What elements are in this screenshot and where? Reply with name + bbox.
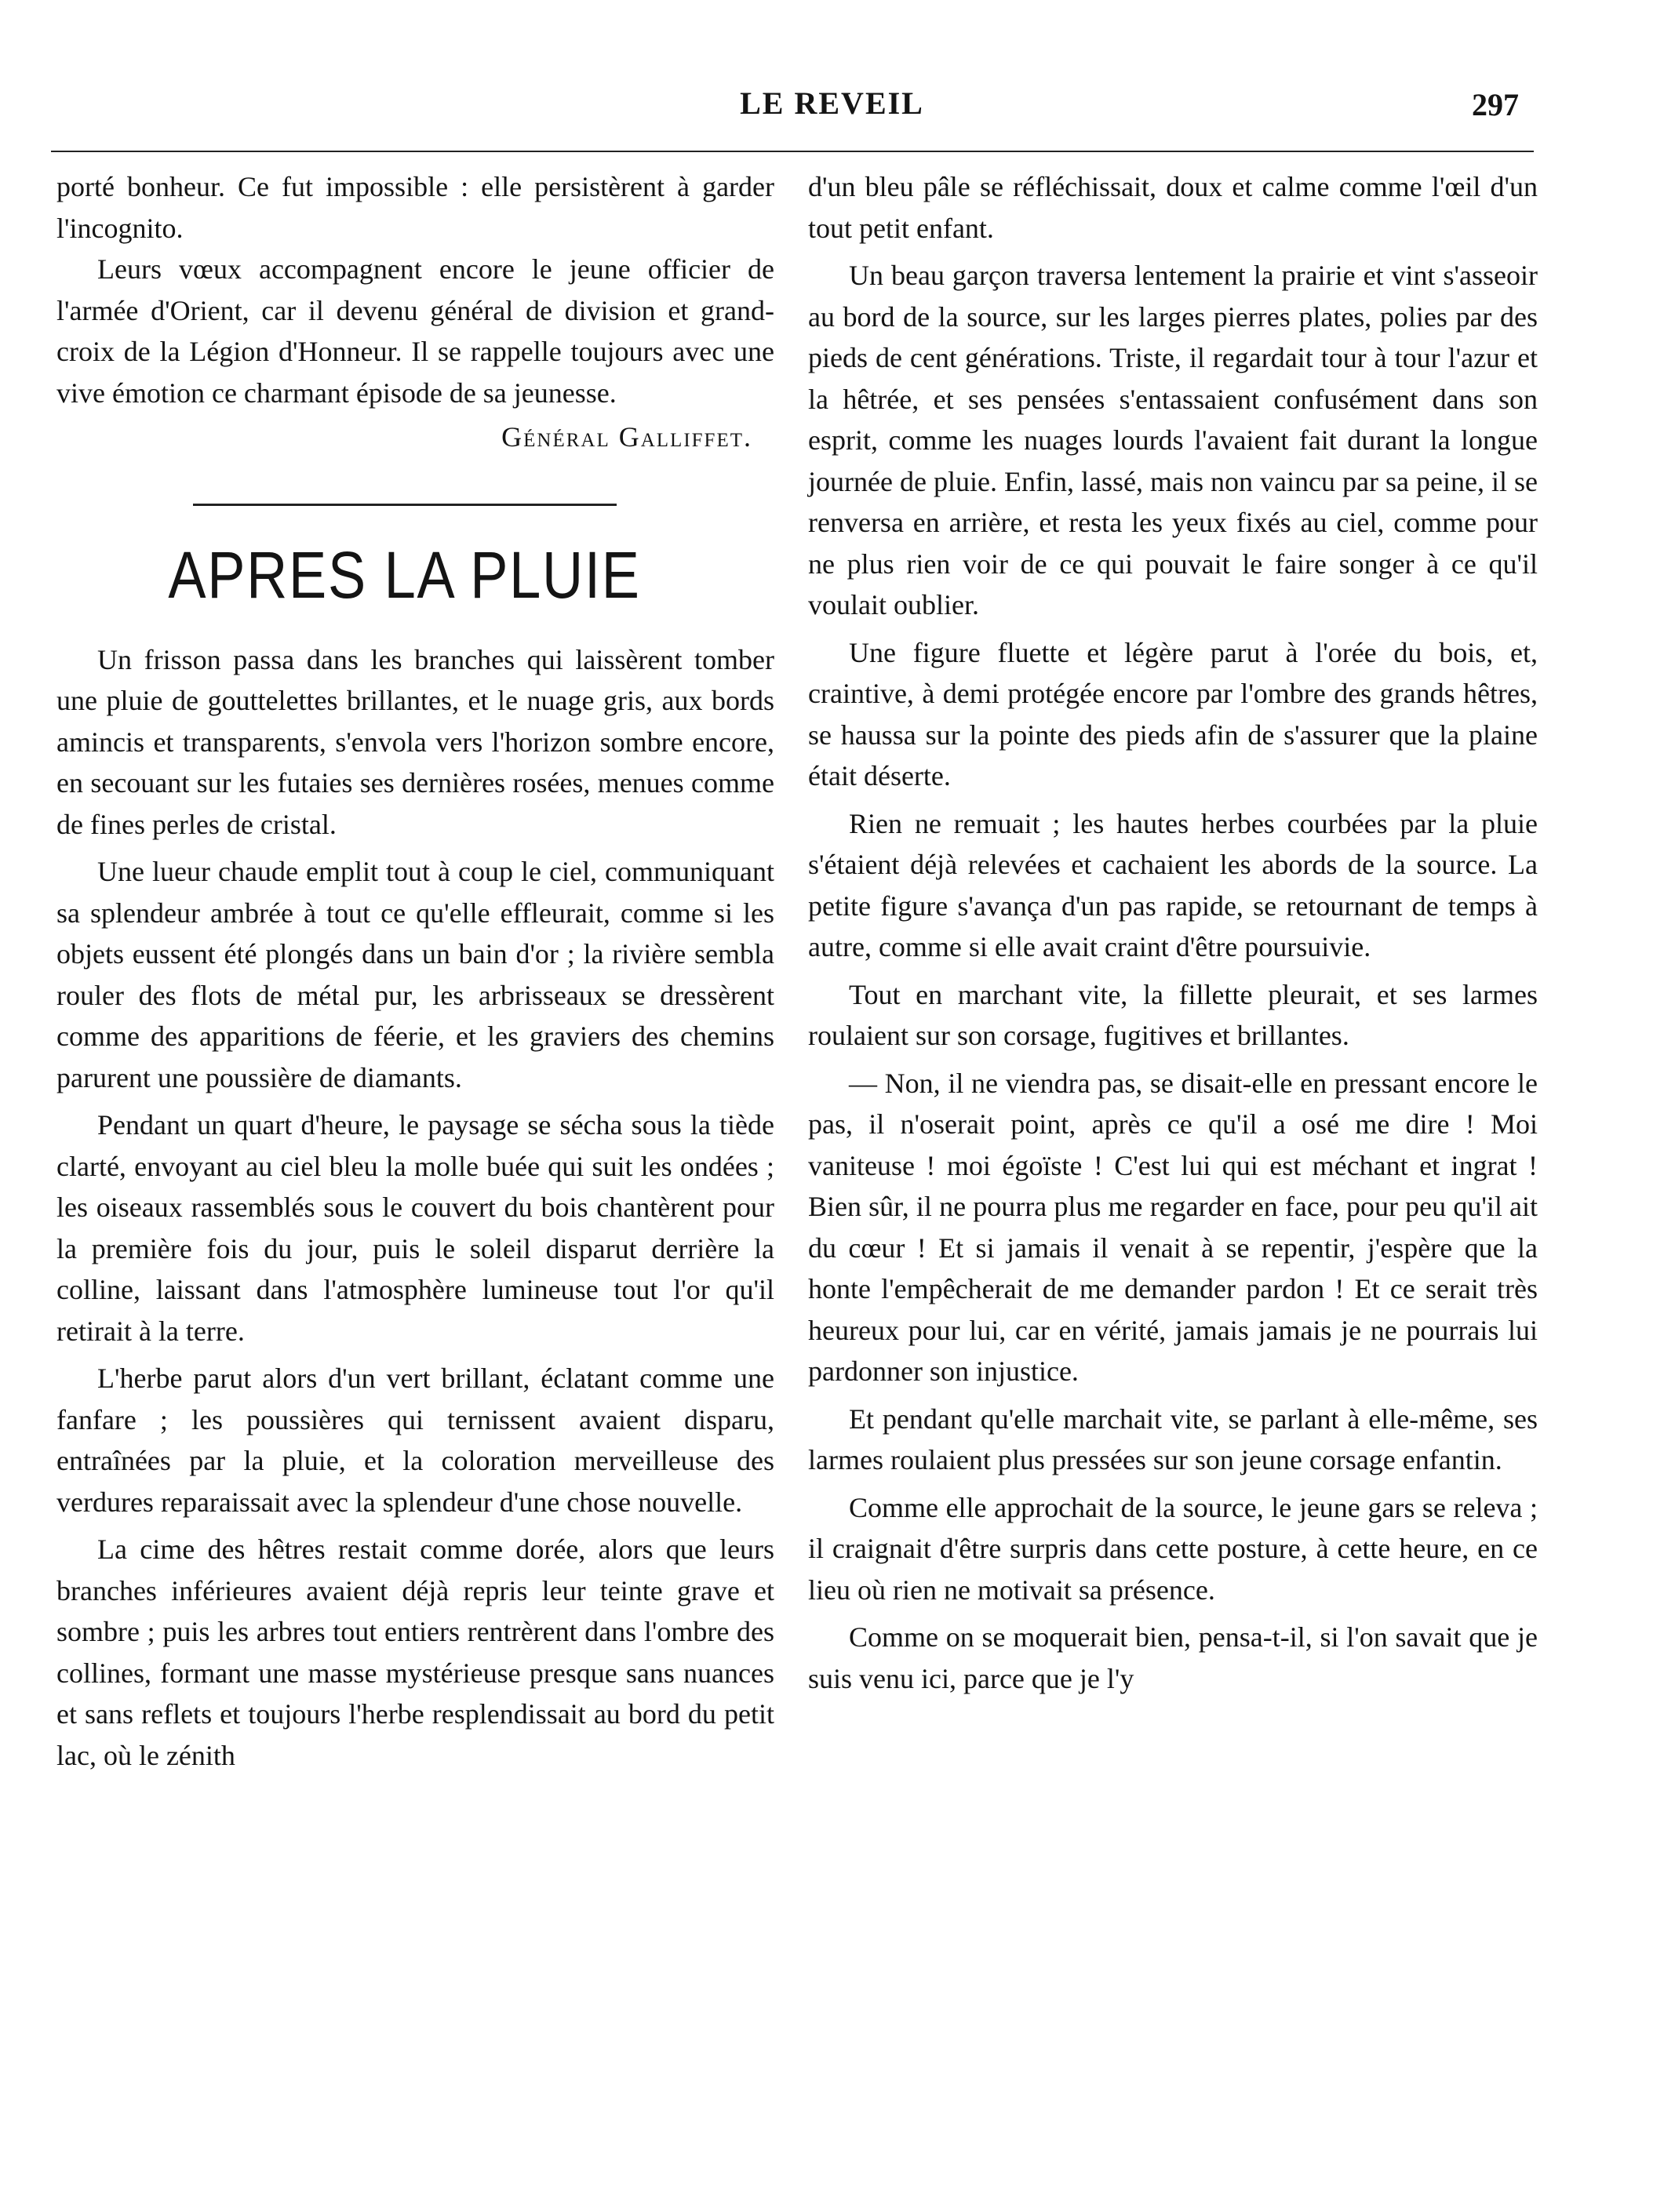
paragraph: La cime des hêtres restait comme dorée, alors que leurs branches inférieures avaient déjà repris leur teinte grave et sombre ; puis les arbres tout entiers rentrèrent dans l'ombre des collines, formant une masse mystérieuse presque sans nuances et sans reflets et toujours l'herbe resplendissait au bord du petit lac, où le zénith [56, 1533, 774, 1771]
author-signature: Général Galliffet. [501, 421, 752, 453]
section-title: APRES LA PLUIE [168, 537, 641, 612]
paragraph: porté bonheur. Ce fut impossible : elle persistèrent à garder l'incognito. [56, 171, 774, 244]
section-divider [193, 504, 617, 506]
paragraph: Pendant un quart d'heure, le paysage se sécha sous la tiède clarté, envoyant au ciel bleu la molle buée qui suit les ondées ; les oiseaux rassemblés sous le couvert du bois chantèrent pour la première fois du jour, puis le soleil disparut derrière la colline, laissant dans l'atmosphère lumineuse tout l'or qu'il retirait à la terre. [56, 1109, 774, 1347]
left-column [56, 166, 774, 1776]
paragraph: Une figure fluette et légère parut à l'orée du bois, et, craintive, à demi protégée encore par l'ombre des grands hêtres, se haussa sur la pointe des pieds afin de s'assurer que la plaine était déserte. [808, 636, 1538, 791]
paragraph: d'un bleu pâle se réfléchissait, doux et calme comme l'œil d'un tout petit enfant. [808, 171, 1538, 244]
paragraph: Leurs vœux accompagnent encore le jeune officier de l'armée d'Orient, car il devenu général de division et grand-croix de la Légion d'Honneur. Il se rappelle toujours avec une vive émotion ce charmant épisode de sa jeunesse. [56, 253, 774, 409]
paragraph: Rien ne remuait ; les hautes herbes courbées par la pluie s'étaient déjà relevées et cachaient les abords de la source. La petite figure s'avança d'un pas rapide, se retournant de temps à autre, comme si elle avait craint d'être poursuivie. [808, 807, 1538, 962]
paragraph: Un beau garçon traversa lentement la prairie et vint s'asseoir au bord de la source, sur les larges pierres plates, polies par des pieds de cent générations. Triste, il regardait tour à tour l'azur et la hêtrée, et ses pensées s'entassaient confusément dans son esprit, comme les nuages lourds l'avaient fait durant la longue journée de pluie. Enfin, lassé, mais non vaincu par sa peine, il se renversa en arrière, et resta les yeux fixés au ciel, comme pour ne plus rien voir de ce qui pouvait le faire songer à ce qu'il voulait oublier. [808, 260, 1538, 620]
right-column [808, 166, 1538, 1699]
header-rule [51, 151, 1534, 152]
page-number: 297 [1472, 87, 1519, 122]
paragraph: Comme on se moquerait bien, pensa-t-il, si l'on savait que je suis venu ici, parce que je l'y [808, 1621, 1538, 1694]
paragraph: Et pendant qu'elle marchait vite, se parlant à elle-même, ses larmes roulaient plus pressées sur son jeune corsage enfantin. [808, 1403, 1538, 1475]
paragraph: Tout en marchant vite, la fillette pleurait, et ses larmes roulaient sur son corsage, fugitives et brillantes. [808, 978, 1538, 1051]
running-title: LE REVEIL [740, 85, 924, 121]
running-header [0, 85, 1664, 132]
paragraph: L'herbe parut alors d'un vert brillant, éclatant comme une fanfare ; les poussières qui ternissent avaient disparu, entraînées par la pluie, et la coloration merveilleuse des verdures reparaissait avec la splendeur d'une chose nouvelle. [56, 1362, 774, 1518]
paragraph: Une lueur chaude emplit tout à coup le ciel, communiquant sa splendeur ambrée à tout ce qu'elle effleurait, comme si les objets eussent été plongés dans un bain d'or ; la rivière sembla rouler des flots de métal pur, les arbrisseaux se dressèrent comme des apparitions de féerie, et les graviers des chemins parurent une poussière de diamants. [56, 856, 774, 1093]
paragraph: Un frisson passa dans les branches qui laissèrent tomber une pluie de gouttelettes brillantes, et le nuage gris, aux bords amincis et transparents, s'envola vers l'horizon sombre encore, en secouant sur les futaies ses dernières rosées, menues comme de fines perles de cristal. [56, 643, 774, 840]
paragraph: Comme elle approchait de la source, le jeune gars se releva ; il craignait d'être surpris dans cette posture, à cette heure, en ce lieu où rien ne motivait sa présence. [808, 1491, 1538, 1606]
paragraph: — Non, il ne viendra pas, se disait-elle en pressant encore le pas, il n'oserait point, après ce qu'il a osé me dire ! Moi vaniteuse ! moi égoïste ! C'est lui qui est méchant et ingrat ! Bien sûr, il ne pourra plus me regarder en face, pour peu qu'il ait du cœur ! Et si jamais il venait à se repentir, j'espère que la honte l'empêcherait de me demander pardon ! Et ce serait très heureux pour lui, car en vérité, jamais jamais je ne pourrais lui pardonner son injustice. [808, 1067, 1538, 1387]
